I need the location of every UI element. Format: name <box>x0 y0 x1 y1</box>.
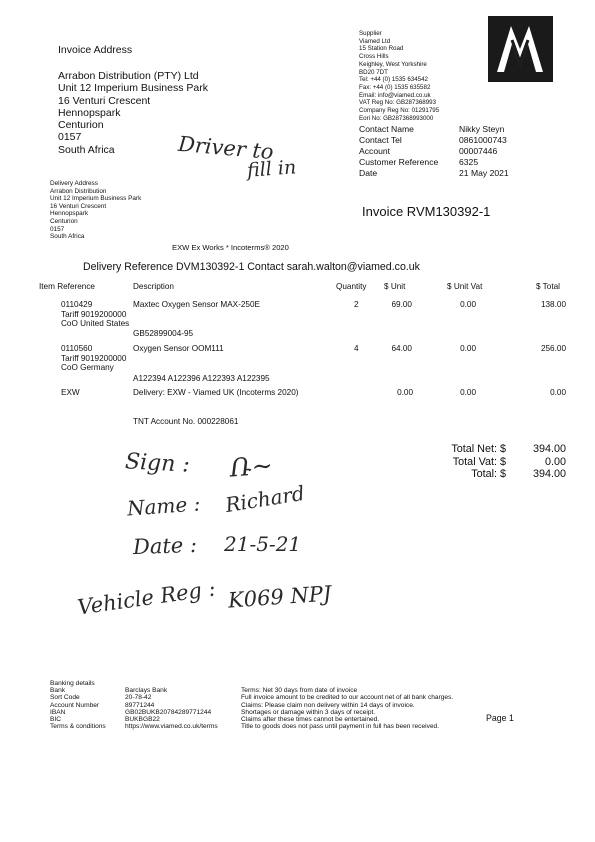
column-header-unit: $ Unit <box>384 282 406 291</box>
invoice-address-line: Arrabon Distribution (PTY) Ltd <box>58 70 199 82</box>
item-ref-line: CoO United States <box>61 319 130 329</box>
handwritten-driver-note: Driver to <box>177 131 275 165</box>
invoice-address-line: 0157 <box>58 131 82 144</box>
item-unit-vat: 0.00 <box>460 344 476 353</box>
total-value: 394.00 <box>532 443 566 455</box>
terms-block <box>241 687 453 731</box>
terms-line: Claims after these times cannot be entertained. <box>241 716 380 724</box>
total-value: 394.00 <box>532 468 566 481</box>
banking-label: Sort Code <box>50 694 80 702</box>
supplier-line: BD20 7DT <box>359 68 388 76</box>
delivery-reference: Delivery Reference DVM130392-1 Contact sarah.walton@viamed.co.uk <box>83 261 420 273</box>
supplier-block <box>359 30 439 122</box>
banking-title: Banking details <box>50 680 95 687</box>
banking-labels <box>50 687 106 731</box>
column-header-ref: Item Reference <box>39 282 95 291</box>
item-serials: GB52899004-95 <box>133 329 194 338</box>
item-ref-line: CoO Germany <box>61 363 114 373</box>
delivery-address-line: Centurion <box>50 217 78 225</box>
banking-label: Bank <box>50 687 66 694</box>
handwritten-sign-label: Sign : <box>124 449 191 478</box>
item-description: Oxygen Sensor OOM111 <box>133 344 224 353</box>
delivery-address-line: Hennopspark <box>50 210 89 218</box>
item-total: 256.00 <box>540 344 566 353</box>
contact-value: Nikky Steyn <box>459 124 505 134</box>
item-quantity: 2 <box>354 300 359 309</box>
delivery-address-line: Unit 12 Imperium Business Park <box>50 195 142 203</box>
handwritten-vehicle-label: Vehicle Reg : <box>76 576 217 620</box>
invoice-address-title: Invoice Address <box>58 44 133 56</box>
contact-label: Contact Name <box>359 124 414 134</box>
banking-value: 20-78-42 <box>125 694 152 702</box>
item-unit-vat: 0.00 <box>460 300 476 309</box>
delivery-address-line: 0157 <box>50 225 65 233</box>
totals-values <box>520 443 566 481</box>
item-ref <box>61 344 126 373</box>
totals-labels <box>420 443 506 481</box>
supplier-line: VAT Reg No: GB287368993 <box>359 99 437 107</box>
total-label: Total: $ <box>471 468 506 481</box>
column-header-quantity: Quantity <box>336 282 367 291</box>
invoice-address-line: Unit 12 Imperium Business Park <box>58 82 208 95</box>
contact-value: 0861000743 <box>459 134 507 145</box>
column-header-total: $ Total <box>536 282 560 291</box>
delivery-address-line: 16 Venturi Crescent <box>50 202 107 210</box>
item-quantity: 4 <box>354 344 359 353</box>
handwritten-vehicle-reg: K069 NPJ <box>227 581 333 613</box>
handwritten-date: 21-5-21 <box>224 532 302 556</box>
item-total: 0.00 <box>550 388 566 397</box>
handwritten-signature: Ռ~ <box>229 450 274 483</box>
supplier-line: 15 Station Road <box>359 45 404 53</box>
total-label: Total Net: $ <box>451 443 506 455</box>
banking-value: GB02BUKB20784289771244 <box>125 708 212 716</box>
banking-label: IBAN <box>50 708 66 716</box>
invoice-address-line: Centurion <box>58 119 104 132</box>
invoice-address-line: 16 Venturi Crescent <box>58 94 151 107</box>
item-ref <box>61 300 129 329</box>
terms-line: Terms: Net 30 days from date of invoice <box>241 687 358 694</box>
supplier-line: Tel: +44 (0) 1535 634542 <box>359 76 428 84</box>
contact-value: 00007446 <box>459 145 498 156</box>
handwritten-fill-note: fill in <box>246 156 297 182</box>
column-header-description: Description <box>133 282 174 291</box>
contact-values <box>459 124 509 179</box>
banking-value: Barclays Bank <box>125 687 168 694</box>
delivery-address-line: South Africa <box>50 233 85 241</box>
item-serials: A122394 A122396 A122393 A122395 <box>133 374 270 383</box>
contact-value: 6325 <box>459 156 479 167</box>
delivery-address <box>50 180 141 241</box>
total-value: 0.00 <box>544 455 566 468</box>
item-unit-vat: 0.00 <box>460 388 476 397</box>
item-ref: EXW <box>61 388 80 397</box>
contact-value: 21 May 2021 <box>459 167 509 178</box>
contact-label: Account <box>359 145 391 156</box>
supplier-line: Eori No: GB287368993000 <box>359 114 434 122</box>
delivery-address-line: Delivery Address <box>50 180 98 187</box>
contact-labels <box>359 124 438 179</box>
item-ref-line: Tariff 9019200000 <box>61 309 127 319</box>
item-ref-line: Tariff 9019200000 <box>61 353 127 363</box>
handwritten-name: Richard <box>223 480 307 518</box>
supplier-line: Keighley, West Yorkshire <box>359 60 427 68</box>
item-ref-line: 0110560 <box>61 344 93 353</box>
handwritten-date-label: Date : <box>132 532 198 560</box>
viamed-logo-mark <box>488 16 553 82</box>
banking-value: BUKBGB22 <box>125 716 160 724</box>
tnt-account: TNT Account No. 000228061 <box>133 417 239 426</box>
supplier-line: Cross Hills <box>359 53 389 61</box>
contact-label: Contact Tel <box>359 134 402 145</box>
supplier-line: Company Reg No: 01291795 <box>359 107 440 115</box>
terms-line: Shortages or damage within 3 days of receipt. <box>241 708 376 716</box>
supplier-line: Supplier <box>359 30 382 37</box>
banking-value: 89771244 <box>125 701 155 709</box>
supplier-line: Viamed Ltd <box>359 37 391 45</box>
terms-line: Full invoice amount to be credited to our account net of all bank charges. <box>241 694 454 702</box>
terms-line: Claims: Please claim non delivery within 14 days of invoice. <box>241 701 415 709</box>
invoice-address-line: South Africa <box>58 143 115 156</box>
contact-label: Customer Reference <box>359 156 439 167</box>
invoice-number: Invoice RVM130392-1 <box>362 204 491 219</box>
handwritten-name-label: Name : <box>126 491 202 521</box>
item-ref-line: 0110429 <box>61 300 93 309</box>
banking-label: Account Number <box>50 701 100 709</box>
terms-line: Title to goods does not pass until payment in full has been received. <box>241 723 440 731</box>
contact-label: Date <box>359 167 378 178</box>
item-total: 138.00 <box>540 300 566 309</box>
item-unit-price: 0.00 <box>397 388 413 397</box>
item-description: Delivery: EXW - Viamed UK (Incoterms 2020) <box>133 388 299 397</box>
page-number: Page 1 <box>486 713 514 723</box>
banking-values <box>125 687 218 731</box>
viamed-logo <box>488 16 553 82</box>
terms-link[interactable]: https://www.viamed.co.uk/terms <box>125 723 218 731</box>
item-unit-price: 64.00 <box>391 344 412 353</box>
invoice-address-line: Hennopspark <box>58 106 121 119</box>
supplier-line: Email: info@viamed.co.uk <box>359 91 431 99</box>
supplier-line: Fax: +44 (0) 1535 635582 <box>359 83 431 91</box>
column-header-unit-vat: $ Unit Vat <box>447 282 483 291</box>
banking-label: Terms & conditions <box>50 723 106 731</box>
banking-label: BIC <box>50 716 61 724</box>
item-unit-price: 69.00 <box>391 300 412 309</box>
total-label: Total Vat: $ <box>452 455 506 468</box>
incoterms-line: EXW Ex Works * Incoterms® 2020 <box>172 243 289 252</box>
delivery-address-line: Arrabon Distribution <box>50 187 107 195</box>
item-description: Maxtec Oxygen Sensor MAX-250E <box>133 300 260 309</box>
